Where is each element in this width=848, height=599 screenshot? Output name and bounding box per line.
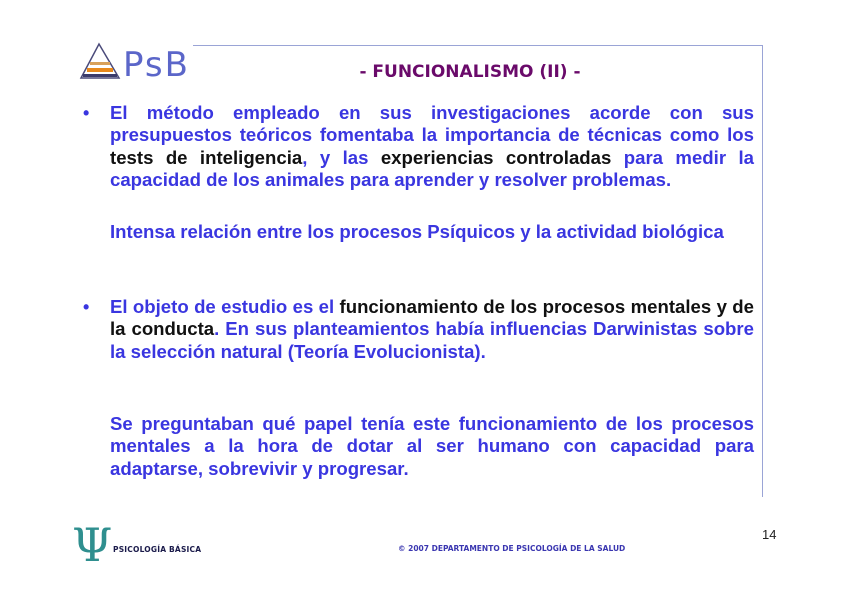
page-number: 14 [762, 527, 777, 542]
text-segment: Intensa relación entre los procesos Psíquicos y la actividad biológica [110, 221, 724, 242]
footer-copyright: © 2007 DEPARTAMENTO DE PSICOLOGÍA DE LA SALUD [398, 544, 626, 553]
text-segment: . En sus planteamientos había influencias Darwinistas sobre la selección natural (Teoría Evolucionista). [110, 318, 754, 362]
text-segment: , y las [302, 146, 381, 168]
logo-emblem-icon [81, 44, 119, 78]
paragraph-1 [110, 102, 754, 191]
paragraph-4 [110, 413, 754, 480]
text-segment: El método empleado en sus investigaciones acorde con sus presupuestos teóricos fomentaba la importancia de técnicas como los [110, 102, 754, 146]
text-segment: para medir la capacidad de los animales para aprender y resolver problemas. [110, 146, 754, 190]
paragraph-3 [110, 296, 754, 363]
psi-symbol: Ψ [72, 519, 113, 564]
right-divider [762, 45, 763, 497]
psb-logo [79, 40, 189, 82]
emphasis-text: tests de inteligencia [110, 146, 303, 168]
text-segment: Se preguntaban qué papel tenía este funcionamiento de los procesos mentales a la hora de dotar al ser humano con capacidad para adaptarse, sobrevivir y progresar. [110, 413, 754, 479]
footer-course-label: PSICOLOGÍA BÁSICA [113, 545, 202, 554]
bullet-1: • [83, 103, 90, 123]
page-title: - FUNCIONALISMO (II) - [359, 62, 581, 82]
logo-text: PsB [123, 45, 189, 82]
emphasis-text: experiencias controladas [380, 146, 612, 168]
paragraph-2 [110, 221, 754, 243]
bullet-2: • [83, 297, 90, 317]
header-divider [193, 45, 763, 46]
emphasis-text: funcionamiento de los procesos mentales y de la conducta [110, 296, 754, 340]
psi-symbol-icon [70, 519, 115, 564]
text-segment: El objeto de estudio es el [110, 296, 340, 317]
